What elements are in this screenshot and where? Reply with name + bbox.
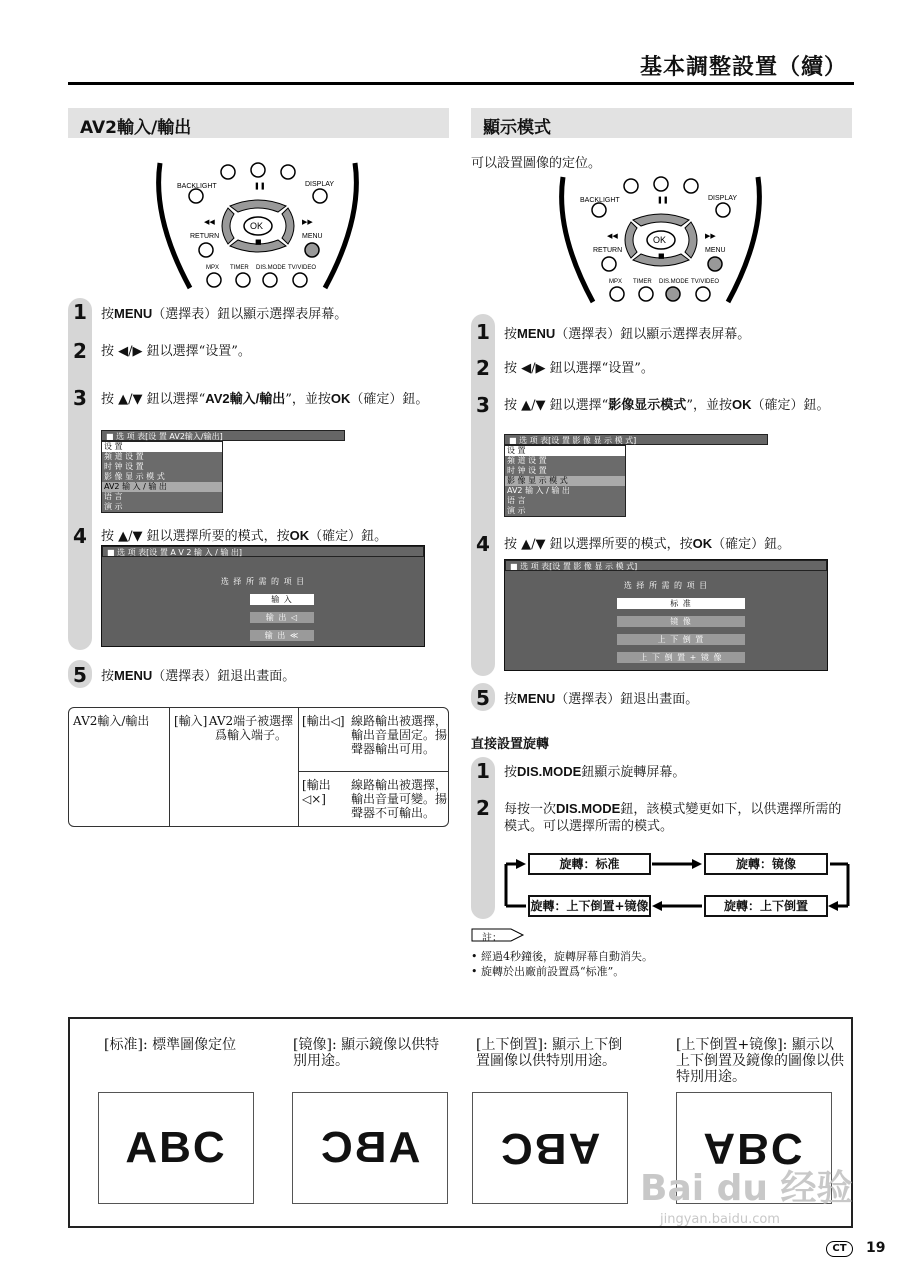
menu-item[interactable]: 设 置 [505,446,625,456]
option-item[interactable]: 输 入 [250,594,314,605]
svg-text:■: ■ [255,238,262,246]
step-number: 2 [476,356,490,380]
menu-item[interactable]: 演 示 [104,502,123,511]
menu-item[interactable]: 语 言 [104,492,123,501]
region-badge: CT [826,1241,853,1257]
menu-item[interactable]: 頻 道 设 置 [507,456,547,465]
svg-text:TV/VIDEO: TV/VIDEO [691,279,720,285]
flow-box-upside-down-mirror: 旋轉：上下倒置+镜像 [528,895,651,917]
subsection-title: 直接設置旋轉 [471,737,550,752]
mode-caption: [上下倒置]: 顯示上下倒置圖像以供特別用途。 [476,1037,623,1069]
step-number: 4 [73,524,87,548]
page-title: 基本調整設置（續） [639,55,847,80]
svg-text:▶▶: ▶▶ [705,232,716,240]
step-number: 3 [476,393,490,417]
svg-text:BACKLIGHT: BACKLIGHT [580,197,620,204]
av2-info-table [68,707,449,827]
menu-header: ■ 选 项 表[设 置 AV2输入/输出] [101,430,345,441]
mode-caption: [镜像]: 顯示鏡像以供特別用途。 [293,1037,440,1069]
step-number: 5 [73,663,87,687]
step-text: 按DIS.MODE鈕顯示旋轉屏幕。 [504,764,686,780]
svg-text:DIS.MODE: DIS.MODE [659,279,689,285]
option-item[interactable]: 镜 像 [617,616,745,627]
menu-item[interactable]: AV2 输 入 / 输 出 [507,486,570,495]
svg-text:TIMER: TIMER [633,279,652,285]
menu-item[interactable]: 时 钟 设 置 [104,462,144,471]
step-number: 2 [73,339,87,363]
table-cell: [輸出◁×] [302,778,331,806]
page-number: 19 [866,1240,886,1256]
flow-box-upside-down: 旋轉：上下倒置 [704,895,828,917]
svg-text:■: ■ [658,252,665,260]
table-cell: [輸入] [174,714,208,728]
osd-screen: ■ 选 项 表[设 置 A V 2 输 入 / 输 出] 选 择 所 需 的 项 目 输 入 输 出 ◁ 输 出 ≪ [101,545,425,647]
table-cell: AV2輸入/輸出 [73,714,150,728]
flow-box-mirror: 旋轉：镜像 [704,853,828,875]
step-number: 1 [476,320,490,344]
option-item[interactable]: 上 下 倒 置 + 镜 像 [617,652,745,663]
svg-text:MENU: MENU [705,247,726,254]
step-number: 1 [73,300,87,324]
menu-list [101,441,223,513]
svg-text:◀◀: ◀◀ [607,232,618,240]
menu-item[interactable]: 影 像 显 示 模 式 [104,472,165,481]
option-item[interactable]: 输 出 ≪ [250,630,314,641]
svg-text:❚❚: ❚❚ [254,182,266,190]
mode-caption: [标准]: 標準圖像定位 [104,1037,237,1053]
flow-box-standard: 旋轉：标准 [528,853,651,875]
menu-item[interactable]: 设 置 [102,442,222,452]
step-number: 5 [476,686,490,710]
menu-item[interactable]: 时 钟 设 置 [507,466,547,475]
svg-text:RETURN: RETURN [593,247,623,254]
watermark-logo: Bai du 经验 [640,1168,853,1209]
step-text: 按 ▲/▼ 鈕以選擇所要的模式，按OK（確定）鈕。 [101,528,388,544]
note-label: 註： [482,933,502,944]
step-number: 1 [476,759,490,783]
watermark-url: jingyan.baidu.com [660,1212,780,1227]
step-text: 按 ◀/▶ 鈕以選擇“设置”。 [101,344,251,359]
abc-upside-down-mirror: ABC [703,1124,805,1173]
step-text: 按MENU（選擇表）鈕退出畫面。 [504,691,699,707]
remote-control-illustration [150,158,365,293]
backlight-label: BACKLIGHT [177,183,217,190]
note-bullet: • 經過4秒鐘後，旋轉屏幕自動消失。 [471,950,653,963]
section-title-av2: AV2輸入/輸出 [68,108,449,138]
step-number: 3 [73,386,87,410]
menu-item[interactable]: 语 言 [507,496,526,505]
section-title-display-mode: 顯示模式 [471,108,852,138]
option-item[interactable]: 输 出 ◁ [250,612,314,623]
menu-header: ■ 选 项 表[设 置 影 像 显 示 模 式] [504,434,768,445]
step-text: 按 ▲/▼ 鈕以選擇“影像显示模式”，並按OK（確定）鈕。 [504,397,830,413]
step-text: 按 ▲/▼ 鈕以選擇所要的模式，按OK（確定）鈕。 [504,536,791,552]
abc-mirror: ABC [319,1123,421,1172]
table-cell: [輸出◁] [302,714,345,728]
option-item[interactable]: 标 准 [617,598,745,609]
svg-text:TV/VIDEO: TV/VIDEO [288,265,317,271]
header-rule [68,82,854,85]
table-cell: 線路輸出被選擇，輸出音量可變。揚聲器不可輸出。 [351,778,448,820]
abc-mirror-frame [292,1092,448,1204]
intro-text: 可以設置圖像的定位。 [471,156,602,171]
menu-item-selected[interactable]: 影 像 显 示 模 式 [505,476,625,486]
svg-text:TIMER: TIMER [230,265,249,271]
svg-text:DISPLAY: DISPLAY [708,195,738,202]
menu-item[interactable]: 頻 道 设 置 [104,452,144,461]
menu-item[interactable]: 演 示 [507,506,526,515]
step-text: 每按一次DIS.MODE鈕，該模式變更如下，以供選擇所需的模式。可以選擇所需的模式。 [504,801,842,834]
svg-text:◀◀: ◀◀ [204,218,215,226]
step-number: 2 [476,796,490,820]
display-label: DISPLAY [305,181,335,188]
remote-control-illustration [553,172,768,307]
note-bullet: • 旋轉於出廠前設置爲“标准”。 [471,965,625,978]
option-item[interactable]: 上 下 倒 置 [617,634,745,645]
step-text: 按 ◀/▶ 鈕以選擇“设置”。 [504,361,654,376]
table-cell: AV2端子被選擇爲輸入端子。 [208,714,294,742]
step-text: 按MENU（選擇表）鈕以顯示選擇表屏幕。 [101,306,348,322]
menu-label: MENU [302,233,323,240]
abc-upside-down: ABC [499,1124,601,1173]
svg-text:OK: OK [653,235,667,245]
step-text: 按MENU（選擇表）鈕退出畫面。 [101,668,296,684]
ok-label: OK [250,221,264,231]
osd-screen: ■ 选 项 表[设 置 影 像 显 示 模 式] 选 择 所 需 的 项 目 标 准 镜 像 上 下 倒 置 上 下 倒 置 + 镜 像 [504,559,828,671]
step-number: 4 [476,532,490,556]
mode-caption: [上下倒置+镜像]: 顯示以上下倒置及鏡像的圖像以供特別用途。 [676,1037,844,1085]
abc-standard: ABC [125,1123,227,1172]
svg-text:DIS.MODE: DIS.MODE [256,265,286,271]
abc-standard-frame [98,1092,254,1204]
menu-list [504,445,626,517]
step-text: 按MENU（選擇表）鈕以顯示選擇表屏幕。 [504,326,751,342]
svg-text:MPX: MPX [609,279,623,285]
table-cell: 線路輸出被選擇，輸出音量固定。揚聲器輸出可用。 [351,714,448,756]
svg-text:▶▶: ▶▶ [302,218,313,226]
step-text: 按 ▲/▼ 鈕以選擇“AV2輸入/輸出”，並按OK（確定）鈕。 [101,391,429,407]
menu-item-selected[interactable]: AV2 输 入 / 输 出 [102,482,222,492]
abc-upside-down-frame [472,1092,628,1204]
svg-text:❚❚: ❚❚ [657,196,669,204]
svg-text:MPX: MPX [206,265,220,271]
return-label: RETURN [190,233,220,240]
